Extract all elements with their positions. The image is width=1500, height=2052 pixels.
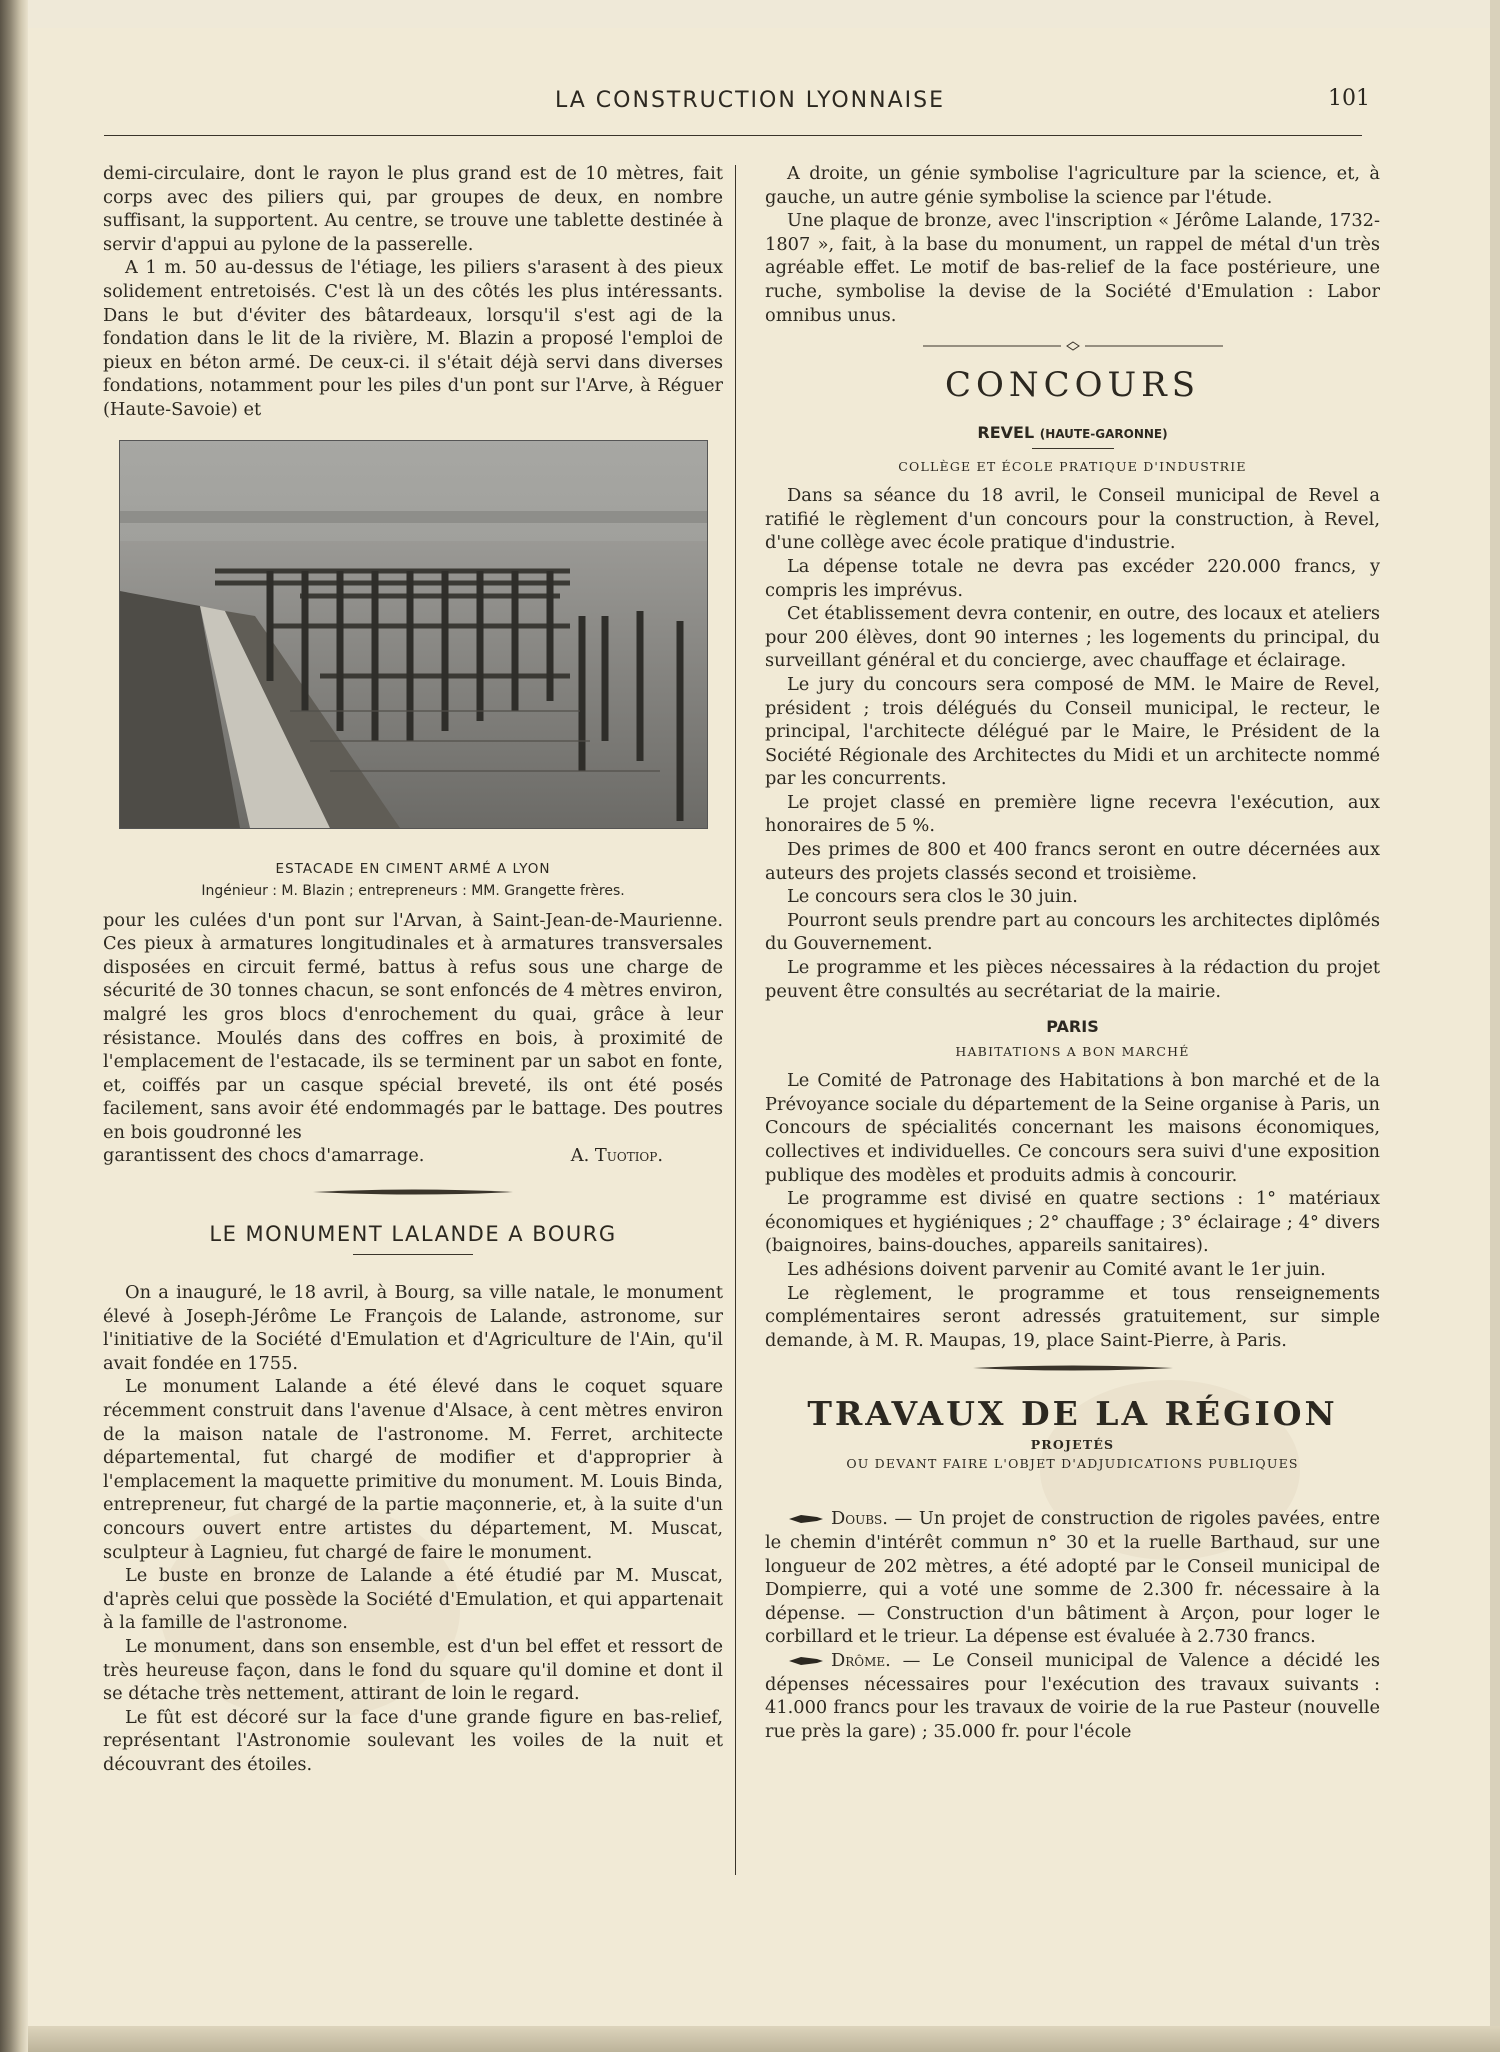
right-column <box>765 162 1380 1743</box>
ornament-divider <box>313 1188 513 1196</box>
subsection-heading-revel-name: REVEL <box>977 423 1035 443</box>
subsection-heading-revel <box>765 423 1380 442</box>
section-title-monument: LE MONUMENT LALANDE A BOURG <box>209 1222 617 1247</box>
department-label: Doubs. <box>831 1508 888 1530</box>
paragraph: On a inauguré, le 18 avril, à Bourg, sa ville natale, le monument élevé à Joseph-Jérôme Le François de Lalande, astronome, sur l'initiative de la Société d'Emulation et d'Agriculture de l'Ain, qu'il avait fondée en 1755. <box>103 1282 723 1374</box>
page-number: 101 <box>1328 86 1370 111</box>
estacade-photo-image <box>120 441 707 828</box>
paragraph: demi-circulaire, dont le rayon le plus grand est de 10 mètres, fait corps avec des piliers qui, par groupes de deux, en nombre suffisant, la supportent. Au centre, se trouve une tablette destinée à servir d'appui au pylone de la passerelle. <box>103 163 723 255</box>
book-bottom-edge <box>28 2026 1500 2052</box>
photo-credit: Ingénieur : M. Blazin ; entrepreneurs : MM. Grangette frères. <box>201 882 625 899</box>
paragraph: Le programme et les pièces nécessaires à la rédaction du projet peuvent être consultés au secrétariat de la mairie. <box>765 957 1380 1002</box>
department-text: — Le Conseil municipal de Valence a décidé les dépenses nécessaires pour l'exécution des travaux suivants : 41.000 francs pour les travaux de voirie de la rue Pasteur (nouvelle rue près la gare) ; 35.000 fr. pour l'école <box>765 1649 1380 1742</box>
paragraph: Le concours sera clos le 30 juin. <box>787 886 1078 908</box>
paragraph: La dépense totale ne devra pas excéder 220.000 francs, y compris les imprévus. <box>765 555 1380 601</box>
left-column <box>103 162 723 1777</box>
column-divider <box>735 165 736 1875</box>
paragraph-drome <box>765 1649 1380 1743</box>
paragraph: Le fût est décoré sur la face d'une grande figure en bas-relief, représentant l'Astronomie soulevant les voiles de la nuit et découvrant des étoiles. <box>103 1706 723 1775</box>
title-rule <box>353 1254 473 1255</box>
paragraph: Le règlement, le programme et tous renseignements complémentaires seront adressés gratuitement, sur simple demande, à M. R. Maupas, 19, place Saint-Pierre, à Paris. <box>765 1282 1380 1351</box>
ornament-divider <box>923 341 1223 351</box>
running-title: LA CONSTRUCTION LYONNAISE <box>555 88 945 113</box>
paragraph: pour les culées d'un pont sur l'Arvan, à Saint-Jean-de-Maurienne. Ces pieux à armatures longitudinales et à armatures transversales disposées en circuit fermé, battus à refus sous une charge de sécurité de 30 tonnes chacun, se sont enfoncés de 4 mètres environ, malgré les gros blocs d'enrochement du quai, grâce à leur résistance. Moulés dans des coffres en bois, à proximité de l'emplacement de l'estacade, ils se terminent par un sabot en fonte, et, coiffés par un casque spécial breveté, ils ont été posés facilement, sans avoir été endommagés par le battage. Des poutres en bois goudronné les <box>103 909 723 1143</box>
paragraph: Des primes de 800 et 400 francs seront en outre décernées aux auteurs des projets classés second et troisième. <box>765 839 1380 884</box>
paragraph: Le jury du concours sera composé de MM. le Maire de Revel, président ; trois délégués du Conseil municipal, le recteur, le principal, l'architecte délégué par le Maire, le Président de la Société Régionale des Architectes du Midi et un architecte nommé par les concurrents. <box>765 673 1380 790</box>
subheading-rule <box>1032 448 1114 449</box>
subsection-heading-paris: PARIS <box>1046 1017 1099 1037</box>
paragraph: Cet établissement devra contenir, en outre, des locaux et ateliers pour 200 élèves, dont 90 internes ; les logements du principal, du surveillant général et du concierge, avec chauffage et éclairage. <box>765 603 1380 672</box>
paragraph: A 1 m. 50 au-dessus de l'étiage, les piliers s'arasent à des pieux solidement entretoisés. C'est là un des côtés les plus intéressants. Dans le but d'éviter des bâtardeaux, lorsqu'il s'est agi de la fondation dans le lit de la rivière, M. Blazin a proposé l'emploi de pieux en béton armé. De ceux-ci. il s'était déjà servi dans diverses fondations, notamment pour les piles d'un pont sur l'Arve, à Réguer (Haute-Savoie) et <box>103 257 723 420</box>
paragraph: Le projet classé en première ligne recevra l'exécution, aux honoraires de 5 %. <box>765 791 1380 837</box>
pointing-hand-icon <box>787 1655 825 1667</box>
paragraph: Le programme est divisé en quatre sections : 1° matériaux économiques et hygiéniques ; 2° chauffage ; 3° éclairage ; 4° divers (baignoires, bains-douches, appareils sanitaires). <box>765 1188 1380 1257</box>
pointing-hand-icon <box>787 1513 825 1525</box>
paragraph: Le monument Lalande a été élevé dans le coquet square récemment construit dans l'avenue d'Alsace, à cent mètres environ de la maison natale de l'astronome. M. Ferret, architecte départemental, fut chargé de modifier et d'approprier à l'emplacement la maquette primitive du monument. M. Louis Binda, entrepreneur, fut chargé de la partie maçonnerie, et, à la suite d'un concours ouvert entre artistes du département, M. Muscat, sculpteur à Lagnieu, fut chargé de faire le monument. <box>103 1376 723 1563</box>
department-text: — Un projet de construction de rigoles pavées, entre le chemin d'intérêt commun n° 30 et la ruelle Barthaud, sur une longueur de 202 mètres, a été adopté par le Conseil municipal de Dompierre, qui a voté une somme de 2.300 fr. nécessaire à la dépense. — Construction d'un bâtiment à Arçon, pour loger le corbillard et le trieur. La dépense est évaluée à 2.730 francs. <box>765 1508 1381 1648</box>
paragraph-doubs <box>765 1507 1380 1649</box>
header-rule <box>104 135 1362 136</box>
paragraph: Dans sa séance du 18 avril, le Conseil municipal de Revel a ratifié le règlement d'un concours pour la construction, à Revel, d'une collège avec école pratique d'industrie. <box>765 485 1380 554</box>
section-title-travaux: TRAVAUX DE LA RÉGION <box>807 1394 1338 1434</box>
paragraph: Une plaque de bronze, avec l'inscription « Jérôme Lalande, 1732-1807 », fait, à la base du monument, un rappel de métal d'un très agréable effet. Le motif de bas-relief de la face postérieure, une ruche, symbolise la devise de la Société d'Emulation : Labor omnibus unus. <box>765 210 1380 326</box>
paragraph-end: garantissent des chocs d'amarrage. <box>103 1145 425 1167</box>
photo-caption: ESTACADE EN CIMENT ARMÉ A LYON <box>275 860 551 877</box>
department-label: Drôme. <box>831 1649 891 1671</box>
paragraph: A droite, un génie symbolise l'agriculture par la science, et, à gauche, un autre génie symbolise la science par l'étude. <box>765 163 1380 208</box>
travaux-subtitle-2: OU DEVANT FAIRE L'OBJET D'ADJUDICATIONS PUBLIQUES <box>846 1456 1299 1472</box>
paragraph: Le monument, dans son ensemble, est d'un bel effet et ressort de très heureuse façon, dans le fond du square qu'il domine et dont il se détache très nettement, attirant de loin le regard. <box>103 1635 723 1705</box>
book-spine-edge <box>0 0 28 2052</box>
paragraph: Pourront seuls prendre part au concours les architectes diplômés du Gouvernement. <box>765 909 1380 955</box>
subsection-heading-revel-region: (HAUTE-GARONNE) <box>1039 427 1168 442</box>
signature-line <box>103 1144 723 1168</box>
subheading-revel: COLLÈGE ET ÉCOLE PRATIQUE D'INDUSTRIE <box>898 459 1247 475</box>
travaux-subtitle: PROJETÉS <box>1030 1437 1115 1453</box>
subheading-paris: HABITATIONS A BON MARCHÉ <box>955 1044 1190 1060</box>
ornament-divider <box>973 1364 1173 1372</box>
paragraph: Les adhésions doivent parvenir au Comité avant le 1er juin. <box>787 1258 1326 1280</box>
paragraph: Le Comité de Patronage des Habitations à bon marché et de la Prévoyance sociale du département de la Seine organise à Paris, un Concours de spécialités concernant les maisons économiques, collectives et individuelles. Ce concours sera suivi d'une exposition publique des modèles et produits admis à concourir. <box>765 1070 1380 1186</box>
article-author: A. Tuotiop. <box>570 1145 663 1167</box>
paragraph: Le buste en bronze de Lalande a été étudié par M. Muscat, d'après celui que possède la Société d'Emulation, et qui appartenait à la famille de l'astronome. <box>103 1565 723 1634</box>
estacade-photo <box>119 440 708 829</box>
page-edge-right <box>1490 0 1500 2052</box>
section-title-concours: CONCOURS <box>944 365 1201 406</box>
